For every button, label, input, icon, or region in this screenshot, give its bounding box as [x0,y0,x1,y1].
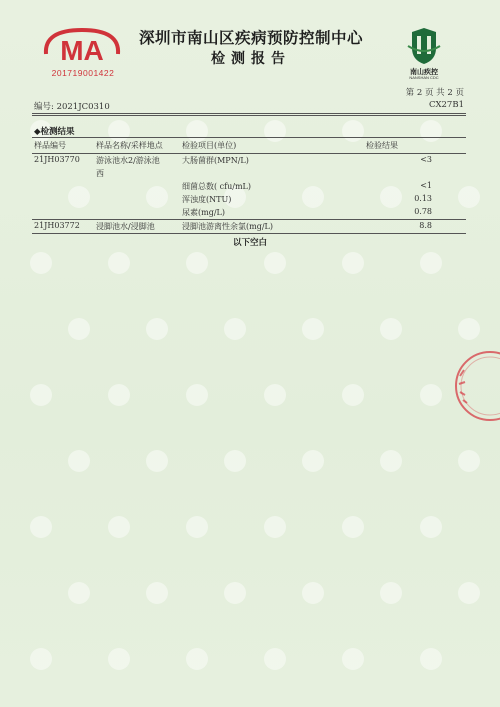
watermark-dot [186,648,208,670]
watermark-dot [380,450,402,472]
org-title: 深圳市南山区疾病预防控制中心 [138,28,363,47]
sample-id [32,180,94,193]
sample-name: 游泳池水2/游泳池 [96,156,160,165]
table-header-row [32,138,466,154]
sample-name: 浸脚池水/浸脚池 [94,220,180,234]
col-sample-name: 样品名称/采样地点 [94,138,180,154]
col-sample-id: 样品编号 [32,138,94,154]
watermark-dot [146,318,168,340]
cma-letters: MA [60,35,104,66]
test-result: 0.78 [414,207,432,216]
watermark-dot [264,648,286,670]
header-divider [32,113,466,114]
results-table [32,137,466,234]
watermark-dot [186,516,208,538]
table-row [32,167,466,180]
report-title: 检测报告 [211,51,291,67]
table-row [32,193,466,206]
watermark-dot [224,318,246,340]
watermark-dot [342,516,364,538]
watermark-dot [342,384,364,406]
table-row [32,206,466,220]
watermark-dot [342,648,364,670]
table-row [32,220,466,234]
watermark-dot [264,384,286,406]
watermark-dot [146,582,168,604]
watermark-dot [30,384,52,406]
test-item: 浑浊度(NTU) [182,195,232,204]
watermark-dot [264,516,286,538]
watermark-dot [380,318,402,340]
watermark-dot [108,516,130,538]
cdc-logo [404,26,444,66]
watermark-dot [108,252,130,274]
watermark-dot [420,516,442,538]
watermark-dot [108,384,130,406]
watermark-dot [302,582,324,604]
watermark-dot [302,450,324,472]
watermark-dot [30,648,52,670]
col-result: 检验结果 [364,138,466,154]
sample-id [32,206,94,220]
test-item: 大肠菌群(MPN/L) [182,156,249,165]
sample-name [94,193,180,206]
test-item: 浸脚池游离性余氯(mg/L) [180,220,364,234]
test-result: 8.8 [364,220,466,234]
watermark-dot [342,252,364,274]
table-row [32,180,466,193]
cma-number: 201719001422 [51,68,115,78]
watermark-dot [420,252,442,274]
sample-id [32,193,94,206]
sample-id [32,167,94,180]
test-item [180,167,364,180]
watermark-dot [458,582,480,604]
watermark-dot [458,318,480,340]
sample-id: 21JH03770 [34,155,80,164]
sample-name [94,180,180,193]
test-item: 尿素(mg/L) [182,208,225,217]
test-result: 0.13 [414,194,432,203]
cdc-subname: NANSHAN CDC [409,75,439,80]
watermark-dot [224,582,246,604]
test-result: <1 [420,181,432,190]
test-result [364,167,466,180]
watermark-dot [68,450,90,472]
form-code: CX27B1 [428,100,464,110]
watermark-dot [30,516,52,538]
watermark-dot [68,582,90,604]
watermark-dot [108,648,130,670]
sample-id: 21JH03772 [32,220,94,234]
watermark-dot [302,318,324,340]
watermark-dot [186,252,208,274]
cdc-name: 南山疾控 [410,69,438,76]
official-seal-stamp [446,348,500,424]
watermark-dot [264,252,286,274]
watermark-dot [420,648,442,670]
header-divider-2 [32,115,466,116]
watermark-dot [458,450,480,472]
watermark-dot [186,384,208,406]
report-number-label: 编号: [34,102,54,112]
watermark-dot [420,384,442,406]
test-item: 细菌总数( cfu/mL) [182,182,251,191]
test-result: <3 [420,155,432,164]
sample-name: 西 [96,169,104,178]
watermark-dot [68,318,90,340]
watermark-dot [146,450,168,472]
col-test-item: 检验项目(单位) [180,138,364,154]
end-note: 以下空白 [232,238,267,248]
watermark-dot [380,582,402,604]
sample-name [94,206,180,220]
page-indicator: 第 2 页 共 2 页 [405,88,464,98]
report-number-value: 2021JC0310 [56,102,110,112]
table-row [32,154,466,168]
section-title: ◆检测结果 [34,127,75,137]
watermark-dot [30,252,52,274]
cma-logo [40,24,124,66]
report-number [34,100,110,112]
watermark-dot [224,450,246,472]
